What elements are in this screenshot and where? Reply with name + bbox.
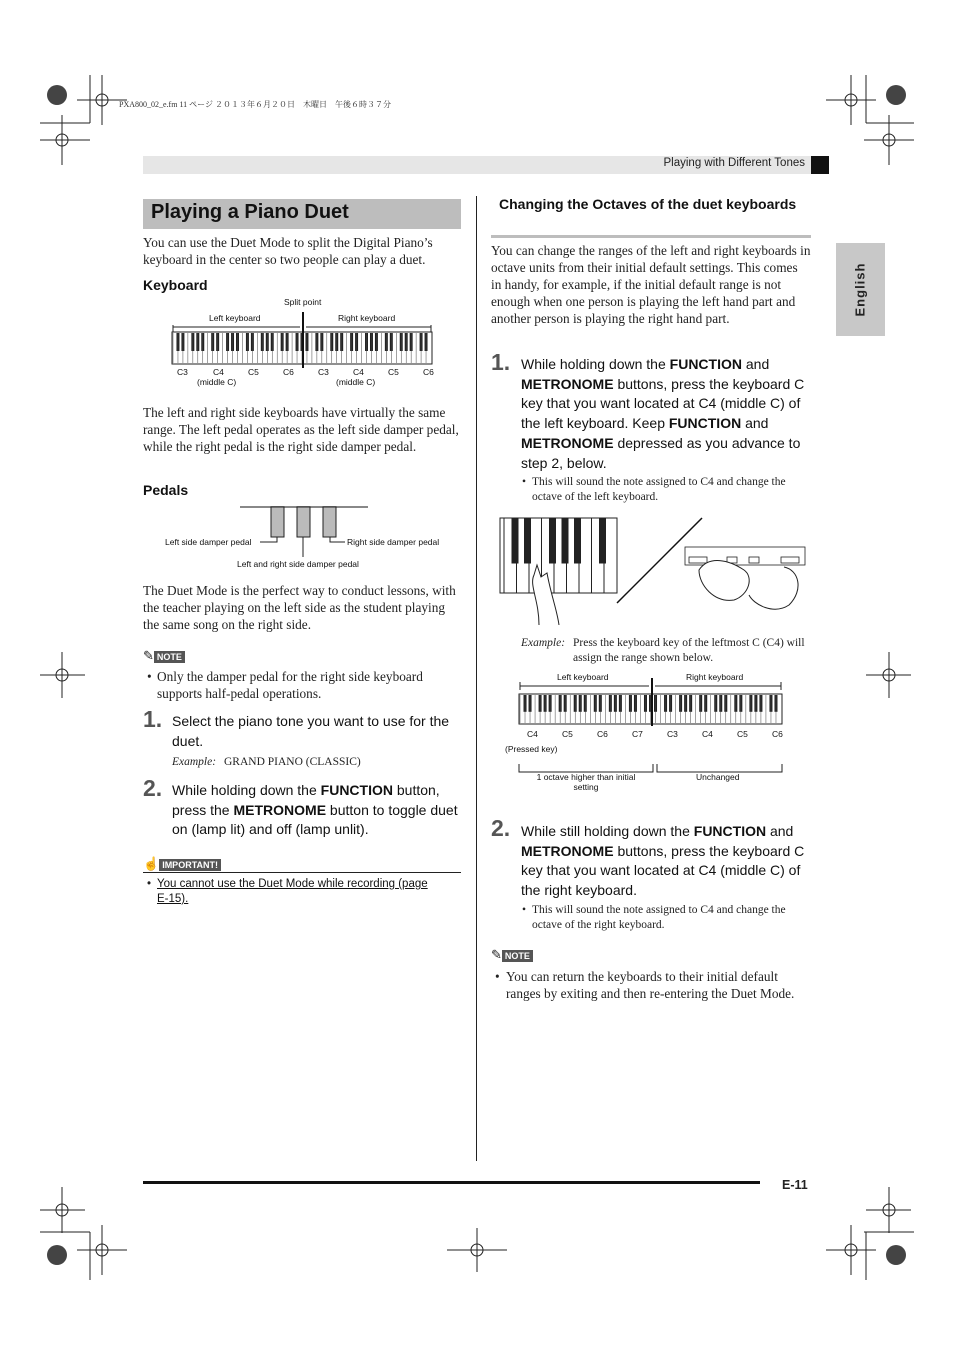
note-label: C7 [632, 729, 643, 739]
right-pedal-label: Right side damper pedal [347, 537, 440, 547]
section-header: Playing with Different Tones [663, 157, 805, 169]
intro-paragraph: You can use the Duet Mode to split the Digital Piano’s keyboard in the center so two people can play a duet. [143, 235, 433, 267]
step-number: 1. [491, 349, 511, 375]
step1-bullet: This will sound the note assigned to C4 and change the octave of the left keyboard. [532, 476, 786, 503]
example-label: Example: [172, 756, 217, 768]
middle-c-label: (middle C) [336, 377, 376, 387]
black-key [562, 518, 568, 563]
page-title: Playing a Piano Duet [151, 201, 349, 223]
black-key [575, 518, 581, 563]
lessons-paragraph: The Duet Mode is the perfect way to conduct lessons, with the teacher playing on the left side as the student playing the same song on the right side. [143, 583, 456, 632]
octave-step2-text: While still holding down the FUNCTION and METRONOME buttons, press the keyboard C key that you want located at C4 (middle C) of the right keyboard. [521, 823, 805, 899]
split-point-label: Split point [284, 297, 322, 307]
octave-higher-label: 1 octave higher than initial setting [536, 772, 636, 792]
bullet-icon: • [147, 878, 152, 890]
step-number: 1. [143, 706, 163, 732]
black-key [512, 518, 518, 563]
note-label: C3 [177, 367, 188, 377]
keyboard-diagram-shifted [517, 678, 785, 726]
note-text: You can return the keyboards to their initial default ranges by exiting and then re-entering the Duet Mode. [506, 969, 795, 1001]
left-keyboard-label: Left keyboard [557, 672, 609, 682]
column-divider [476, 196, 477, 1161]
example-text: Press the keyboard key of the leftmost C (C4) will assign the range shown below. [573, 637, 805, 664]
pencil-icon: ✎ [143, 648, 154, 663]
right-keyboard-label: Right keyboard [338, 313, 396, 323]
octave-step1-text: While holding down the FUNCTION and METRONOME buttons, press the keyboard C key that you want located at C4 (middle C) of the left keyboard. Keep FUNCTION and METRONOME depressed as you advance to step 2, below. [521, 356, 805, 471]
heading-rule [491, 235, 811, 238]
note-badge: NOTE [154, 651, 185, 663]
step1-text: Select the piano tone you want to use for the duet. [172, 713, 450, 749]
note-badge: NOTE [502, 950, 533, 962]
important-badge: IMPORTANT! [159, 859, 221, 871]
note-label: C4 [353, 367, 364, 377]
hand-pressing-keys-illustration [499, 515, 809, 625]
pedal-diagram [160, 505, 460, 567]
important-rule [143, 872, 461, 873]
important-block [143, 855, 221, 873]
page-reference-link[interactable]: You cannot use the Duet Mode while recording (page E-15). [157, 878, 428, 905]
right-keyboard-label: Right keyboard [686, 672, 744, 682]
bullet-icon: • [522, 904, 527, 916]
octave-intro: You can change the ranges of the left and right keyboards in octave units from their initial default settings. This comes in handy, for example, if the initial default range is not enough when one person is playing the left hand part and another person is playing the right hand part. [491, 243, 811, 326]
step-number: 2. [491, 815, 511, 841]
octave-heading: Changing the Octaves of the duet keyboards [499, 196, 797, 212]
note-label: C5 [737, 729, 748, 739]
footer-rule [143, 1181, 760, 1184]
note-label: C6 [423, 367, 434, 377]
left-pedal-label: Left side damper pedal [165, 537, 252, 547]
note-text: Only the damper pedal for the right side keyboard supports half-pedal operations. [157, 669, 423, 701]
both-pedal-label: Left and right side damper pedal [237, 559, 359, 569]
step-number: 2. [143, 775, 163, 801]
pressed-key-label: (Pressed key) [505, 744, 558, 754]
note-label: C6 [772, 729, 783, 739]
note-label: C5 [388, 367, 399, 377]
pencil-icon: ✎ [491, 947, 502, 962]
black-key [600, 518, 606, 563]
pedals-heading: Pedals [143, 482, 189, 498]
note-label: C3 [667, 729, 678, 739]
note-label: C5 [562, 729, 573, 739]
note-label: C6 [283, 367, 294, 377]
note-label: C4 [213, 367, 224, 377]
function-button-name: FUNCTION [320, 782, 393, 798]
hand-icon: ☝ [143, 856, 160, 871]
header-tab [811, 156, 829, 174]
step2-text: While holding down the FUNCTION button, press the METRONOME button to toggle duet on (lamp lit) and off (lamp unlit). [172, 782, 458, 838]
keyboard-diagram [170, 310, 436, 368]
keyboard-heading: Keyboard [143, 277, 208, 293]
note-block [143, 647, 185, 665]
step2-bullet: This will sound the note assigned to C4 and change the octave of the right keyboard. [532, 904, 786, 931]
page-number: E-11 [782, 1178, 808, 1192]
note-label: C4 [527, 729, 538, 739]
note-label: C4 [702, 729, 713, 739]
example-label: Example: [521, 637, 566, 649]
example-value: GRAND PIANO (CLASSIC) [224, 756, 361, 768]
language-tab-label: English [852, 262, 868, 317]
note-label: C3 [318, 367, 329, 377]
note-label: C6 [597, 729, 608, 739]
black-key [525, 518, 531, 563]
note-label: C5 [248, 367, 259, 377]
metronome-button-name: METRONOME [233, 801, 327, 818]
print-info: PXA800_02_e.fm 11 ページ ２０１３年６月２０日 木曜日 午後６時３７分 [119, 100, 391, 109]
unchanged-label: Unchanged [696, 772, 740, 782]
bullet-icon: • [147, 669, 152, 684]
range-paragraph: The left and right side keyboards have virtually the same range. The left pedal operates as the left side damper pedal, while the right pedal is the right side damper pedal. [143, 405, 459, 454]
left-keyboard-label: Left keyboard [209, 313, 261, 323]
middle-c-label: (middle C) [197, 377, 237, 387]
black-key [550, 518, 556, 563]
bullet-icon: • [495, 969, 500, 984]
bullet-icon: • [522, 476, 527, 488]
note-block [491, 946, 533, 964]
